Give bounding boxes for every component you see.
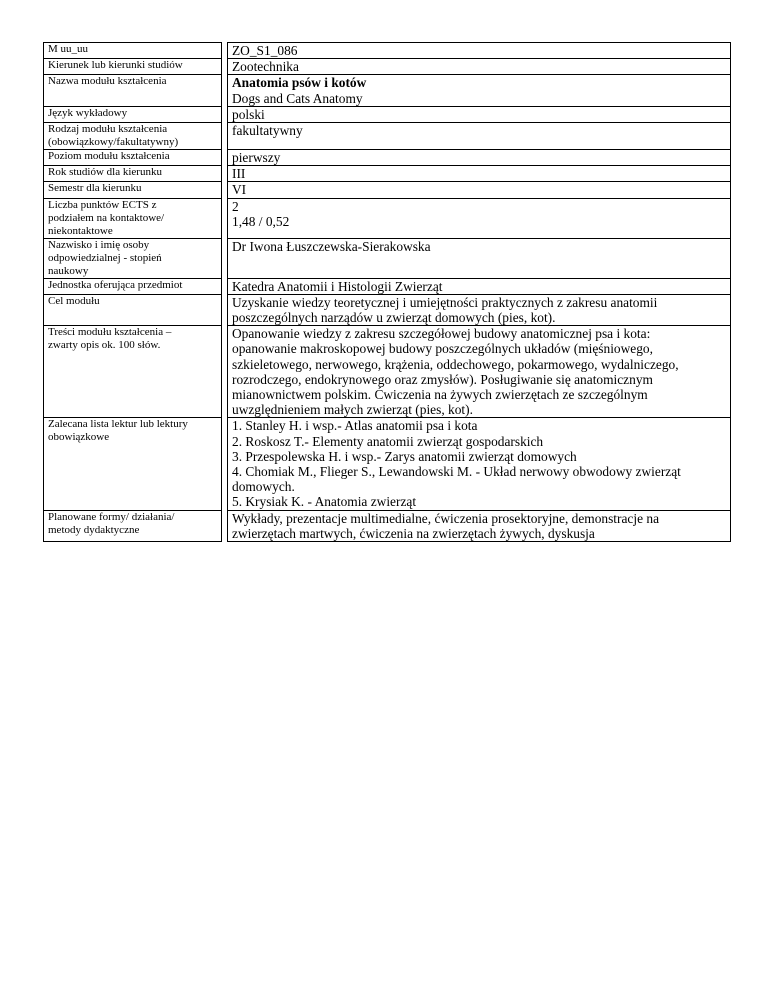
row-value: Opanowanie wiedzy z zakresu szczegółowej budowy anatomicznej psa i kota: opanowanie makroskopowej budowy poszczególnych układów (mięśniowego, szkieletowego, nerwowego, krążenia, oddechowego, pokarmowego, wydalniczego, rozrodczego, endokrynowego oraz zmysłów). Posługiwanie się anatomicznym mianownictwem polskim. Ćwiczenia na żywych zwierzętach ze szczególnym uwzględnieniem małych zwierząt (pies, kot). [228, 326, 731, 418]
syllabus-body [44, 43, 731, 542]
row-value: III [228, 166, 731, 182]
row-label: Rok studiów dla kierunku [44, 166, 222, 182]
row-value: fakultatywny [228, 123, 731, 150]
row-label: Rodzaj modułu kształcenia (obowiązkowy/fakultatywny) [44, 123, 222, 150]
row-label: Kierunek lub kierunki studiów [44, 59, 222, 75]
row-label: Cel modułu [44, 294, 222, 325]
row-label: Poziom modułu kształcenia [44, 150, 222, 166]
table-row [44, 278, 731, 294]
table-row [44, 294, 731, 325]
row-label: Nazwa modułu kształcenia [44, 75, 222, 106]
row-label: Semestr dla kierunku [44, 182, 222, 198]
row-label: Jednostka oferująca przedmiot [44, 278, 222, 294]
row-value: Uzyskanie wiedzy teoretycznej i umiejętności praktycznych z zakresu anatomii poszczególnych narządów u zwierząt domowych (pies, kot). [228, 294, 731, 325]
row-label: Zalecana lista lektur lub lektury obowiązkowe [44, 418, 222, 510]
table-row [44, 418, 731, 510]
row-label: Planowane formy/ działania/ metody dydaktyczne [44, 510, 222, 541]
table-row [44, 510, 731, 541]
table-row [44, 150, 731, 166]
row-value: Zootechnika [228, 59, 731, 75]
table-row [44, 59, 731, 75]
table-row [44, 326, 731, 418]
row-value: Katedra Anatomii i Histologii Zwierząt [228, 278, 731, 294]
row-label: Liczba punktów ECTS z podziałem na kontaktowe/ niekontaktowe [44, 198, 222, 238]
row-label: Treści modułu kształcenia – zwarty opis ok. 100 słów. [44, 326, 222, 418]
table-row [44, 182, 731, 198]
table-row [44, 238, 731, 278]
table-row [44, 198, 731, 238]
row-label: Język wykładowy [44, 106, 222, 122]
module-name-pl: Anatomia psów i kotów [232, 75, 367, 91]
row-value: VI [228, 182, 731, 198]
module-syllabus-table [43, 42, 731, 542]
row-value: Dr Iwona Łuszczewska-Sierakowska [228, 238, 731, 278]
row-value: ZO_S1_086 [228, 43, 731, 59]
table-row [44, 75, 731, 106]
table-row [44, 43, 731, 59]
row-label: M uu_uu [44, 43, 222, 59]
table-row [44, 123, 731, 150]
row-value: polski [228, 106, 731, 122]
module-name-en: Dogs and Cats Anatomy [232, 90, 363, 106]
table-row [44, 106, 731, 122]
row-value: 1. Stanley H. i wsp.- Atlas anatomii psa i kota 2. Roskosz T.- Elementy anatomii zwierząt gospodarskich 3. Przespolewska H. i wsp.- Zarys anatomii zwierząt domowych 4. Chomiak M., Flieger S., Lewandowski M. - Układ nerwowy obwodowy zwierząt domowych. 5. Krysiak K. - Anatomia zwierząt [228, 418, 731, 510]
row-value: Wykłady, prezentacje multimedialne, ćwiczenia prosektoryjne, demonstracje na zwierzętach martwych, ćwiczenia na zwierzętach żywych, dyskusja [228, 510, 731, 541]
row-value: pierwszy [228, 150, 731, 166]
row-value: 2 1,48 / 0,52 [228, 198, 731, 238]
table-row [44, 166, 731, 182]
row-label: Nazwisko i imię osoby odpowiedzialnej - stopień naukowy [44, 238, 222, 278]
row-value [228, 75, 731, 106]
